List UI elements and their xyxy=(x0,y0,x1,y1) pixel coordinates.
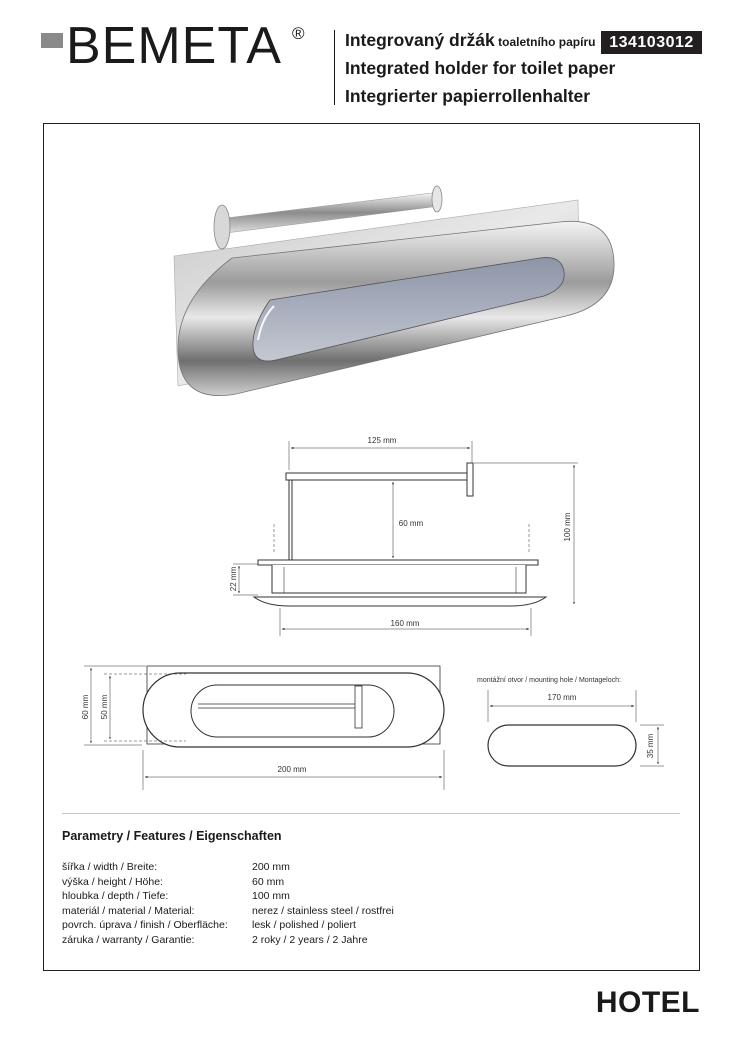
dim-50: 50 mm xyxy=(100,694,109,720)
brand-registered-mark: ® xyxy=(292,24,305,43)
spec-row-material xyxy=(62,904,394,919)
dim-22: 22 mm xyxy=(229,566,238,592)
dim-100: 100 mm xyxy=(563,512,572,542)
dim-35: 35 mm xyxy=(646,733,655,759)
dim-170: 170 mm xyxy=(547,693,577,702)
product-code-badge: 134103012 xyxy=(601,31,702,54)
mounting-hole-caption: montážní otvor / mounting hole / Montageloch: xyxy=(477,677,621,684)
title-czech-main: Integrovaný držák xyxy=(345,30,495,50)
spec-row-finish xyxy=(62,918,356,933)
spec-label: záruka / warranty / Garantie: xyxy=(62,933,195,946)
spec-row-height xyxy=(62,875,284,890)
front-view-drawing xyxy=(84,666,444,790)
dim-60-front: 60 mm xyxy=(81,694,90,720)
title-czech-small: toaletního papíru xyxy=(494,35,596,49)
spec-value: 100 mm xyxy=(252,890,290,902)
dim-200: 200 mm xyxy=(277,765,307,774)
spec-value: lesk / polished / poliert xyxy=(252,919,356,931)
dim-60-side: 60 mm xyxy=(398,519,424,528)
spec-label: materiál / material / Material: xyxy=(62,904,195,917)
brand-logo: BEMETA xyxy=(66,17,282,75)
spec-label: výška / height / Höhe: xyxy=(62,875,163,888)
spec-row-depth xyxy=(62,889,290,904)
features-separator xyxy=(62,813,680,814)
dim-125: 125 mm xyxy=(367,436,397,445)
category-hotel: HOTEL xyxy=(595,986,700,1019)
product-photo xyxy=(174,186,614,396)
dim-160: 160 mm xyxy=(390,619,420,628)
spec-row-width xyxy=(62,860,290,875)
spec-value: 60 mm xyxy=(252,875,285,888)
spec-row-warranty xyxy=(62,933,368,948)
spec-label: šířka / width / Breite: xyxy=(62,861,158,873)
spec-value: nerez / stainless steel / rostfrei xyxy=(252,904,394,917)
spec-label: hloubka / depth / Tiefe: xyxy=(62,890,169,902)
spec-label: povrch. úprava / finish / Oberfläche: xyxy=(62,919,228,931)
title-german: Integrierter papierrollenhalter xyxy=(345,86,591,106)
features-title: Parametry / Features / Eigenschaften xyxy=(62,829,282,843)
spec-value: 2 roky / 2 years / 2 Jahre xyxy=(252,933,368,946)
side-view-drawing xyxy=(233,441,578,636)
title-english: Integrated holder for toilet paper xyxy=(345,58,616,78)
spec-value: 200 mm xyxy=(252,861,290,873)
